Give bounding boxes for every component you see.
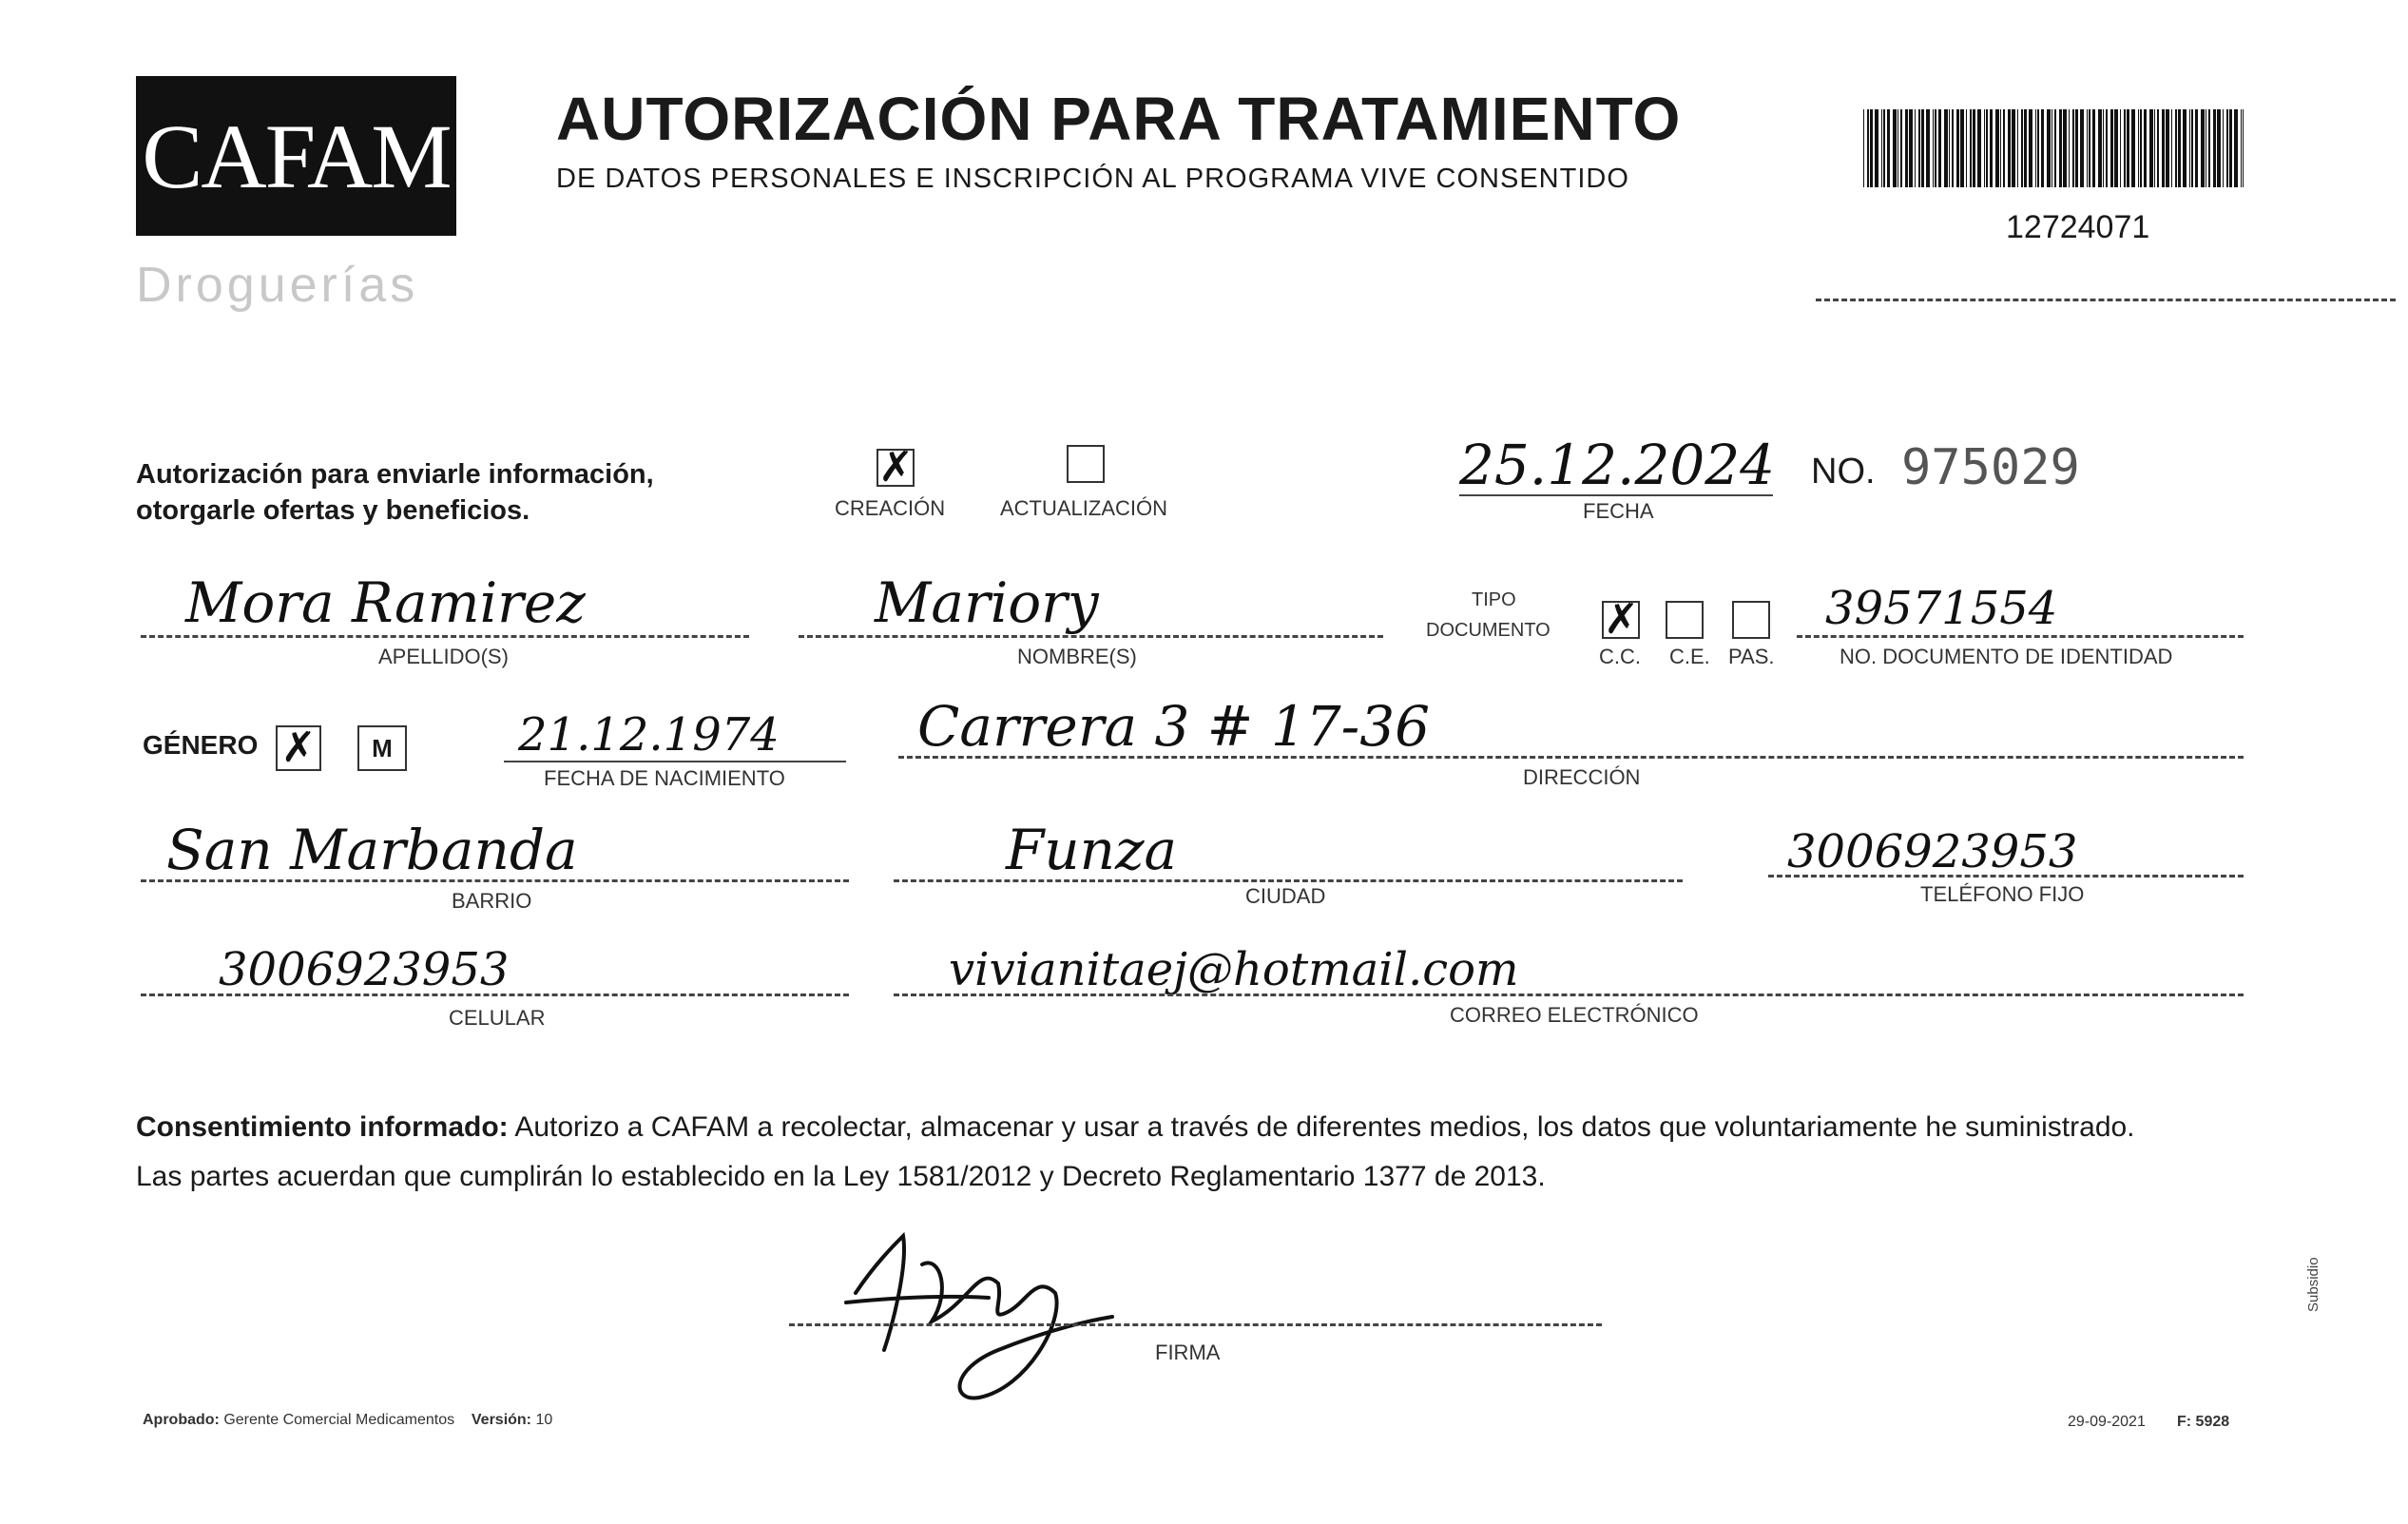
celular-value: 3006923953	[219, 943, 510, 996]
nacimiento-label: FECHA DE NACIMIENTO	[544, 766, 785, 790]
tipo-documento-label-bottom: DOCUMENTO	[1426, 620, 1551, 641]
genero-f-checkbox[interactable]: ✗	[276, 725, 321, 771]
fecha-value: 25.12.2024	[1459, 433, 1776, 497]
side-vertical-text: Subsidio	[2305, 1257, 2321, 1312]
intro-text	[136, 456, 654, 529]
genero-m-checkbox[interactable]	[357, 725, 407, 771]
consent-line-2: Las partes acuerdan que cumplirán lo establecido en la Ley 1581/2012 y Decreto Reglamentario 1377 de 2013.	[136, 1161, 1546, 1192]
footer-approval	[143, 1412, 552, 1429]
correo-label: CORREO ELECTRÓNICO	[1450, 1003, 1699, 1027]
cc-checkbox[interactable]: ✗	[1604, 595, 1639, 644]
direccion-label: DIRECCIÓN	[1523, 765, 1641, 789]
apellido-value: Mora Ramirez	[185, 570, 586, 635]
barcode	[1863, 109, 2244, 187]
creacion-checkbox[interactable]: ✗	[878, 443, 914, 492]
header-dash-line	[1816, 299, 2396, 301]
nacimiento-value: 21.12.1974	[518, 708, 780, 762]
barcode-number: 12724071	[2006, 209, 2150, 245]
intro-line-2: otorgarle ofertas y beneficios.	[136, 495, 530, 526]
numero-value: 975029	[1901, 439, 2080, 496]
nacimiento-line	[504, 761, 846, 762]
pas-checkbox[interactable]	[1732, 601, 1770, 639]
apellido-label: APELLIDO(S)	[378, 645, 509, 668]
firma-label: FIRMA	[1155, 1341, 1221, 1364]
barrio-line	[141, 879, 849, 882]
direccion-line	[898, 756, 2244, 759]
telefono-value: 3006923953	[1787, 825, 2078, 878]
correo-value: vivianitaej@hotmail.com	[949, 943, 1519, 996]
genero-m-label: M	[372, 733, 393, 762]
cc-label: C.C.	[1599, 645, 1641, 668]
ce-checkbox[interactable]	[1666, 601, 1704, 639]
cafam-logo: CAFAM	[136, 76, 456, 236]
ciudad-label: CIUDAD	[1245, 884, 1326, 908]
version-value: 10	[535, 1412, 553, 1428]
documento-value: 39571554	[1825, 582, 2058, 635]
direccion-value: Carrera 3 # 17-36	[917, 694, 1431, 759]
fecha-label: FECHA	[1583, 499, 1654, 523]
aprobado-value: Gerente Comercial Medicamentos	[223, 1412, 455, 1428]
genero-label: GÉNERO	[143, 730, 259, 760]
actualizacion-checkbox[interactable]	[1067, 445, 1105, 483]
form-subtitle: DE DATOS PERSONALES E INSCRIPCIÓN AL PROGRAMA VIVE CONSENTIDO	[556, 164, 1629, 194]
nombre-line	[799, 635, 1383, 638]
consent-paragraph	[136, 1103, 2265, 1202]
aprobado-label: Aprobado:	[143, 1412, 220, 1428]
tipo-documento-label-top: TIPO	[1472, 589, 1516, 610]
ciudad-value: Funza	[1006, 818, 1178, 882]
ciudad-line	[894, 879, 1683, 882]
barrio-value: San Marbanda	[166, 818, 578, 882]
firma-line	[789, 1323, 1602, 1326]
documento-line	[1797, 635, 2244, 638]
telefono-line	[1768, 875, 2244, 878]
fecha-line	[1459, 494, 1773, 496]
footer-date: 29-09-2021	[2068, 1414, 2146, 1430]
intro-line-1: Autorización para enviarle información,	[136, 459, 654, 490]
actualizacion-label: ACTUALIZACIÓN	[1000, 496, 1168, 520]
pas-label: PAS.	[1728, 645, 1775, 668]
nombre-label: NOMBRE(S)	[1017, 645, 1137, 668]
barrio-label: BARRIO	[452, 889, 532, 913]
correo-line	[894, 993, 2244, 996]
celular-label: CELULAR	[449, 1006, 546, 1030]
signature-image	[837, 1207, 1122, 1407]
footer-form-code: F: 5928	[2177, 1414, 2230, 1430]
celular-line	[141, 993, 849, 996]
consent-line-1	[136, 1103, 2265, 1152]
consent-text-1: Autorizo a CAFAM a recolectar, almacenar y usar a través de diferentes medios, los datos que voluntariamente he suministrado.	[508, 1111, 2135, 1143]
form-title: AUTORIZACIÓN PARA TRATAMIENTO	[556, 85, 1682, 153]
consent-heading: Consentimiento informado:	[136, 1111, 509, 1143]
version-label: Versión:	[471, 1412, 532, 1428]
apellido-line	[141, 635, 749, 638]
nombre-value: Mariory	[875, 570, 1099, 635]
ce-label: C.E.	[1669, 645, 1710, 668]
telefono-label: TELÉFONO FIJO	[1920, 882, 2085, 906]
logo-subtitle: Droguerías	[136, 258, 419, 313]
numero-label: NO.	[1811, 452, 1876, 492]
creacion-label: CREACIÓN	[835, 496, 946, 520]
documento-label: NO. DOCUMENTO DE IDENTIDAD	[1840, 645, 2173, 668]
